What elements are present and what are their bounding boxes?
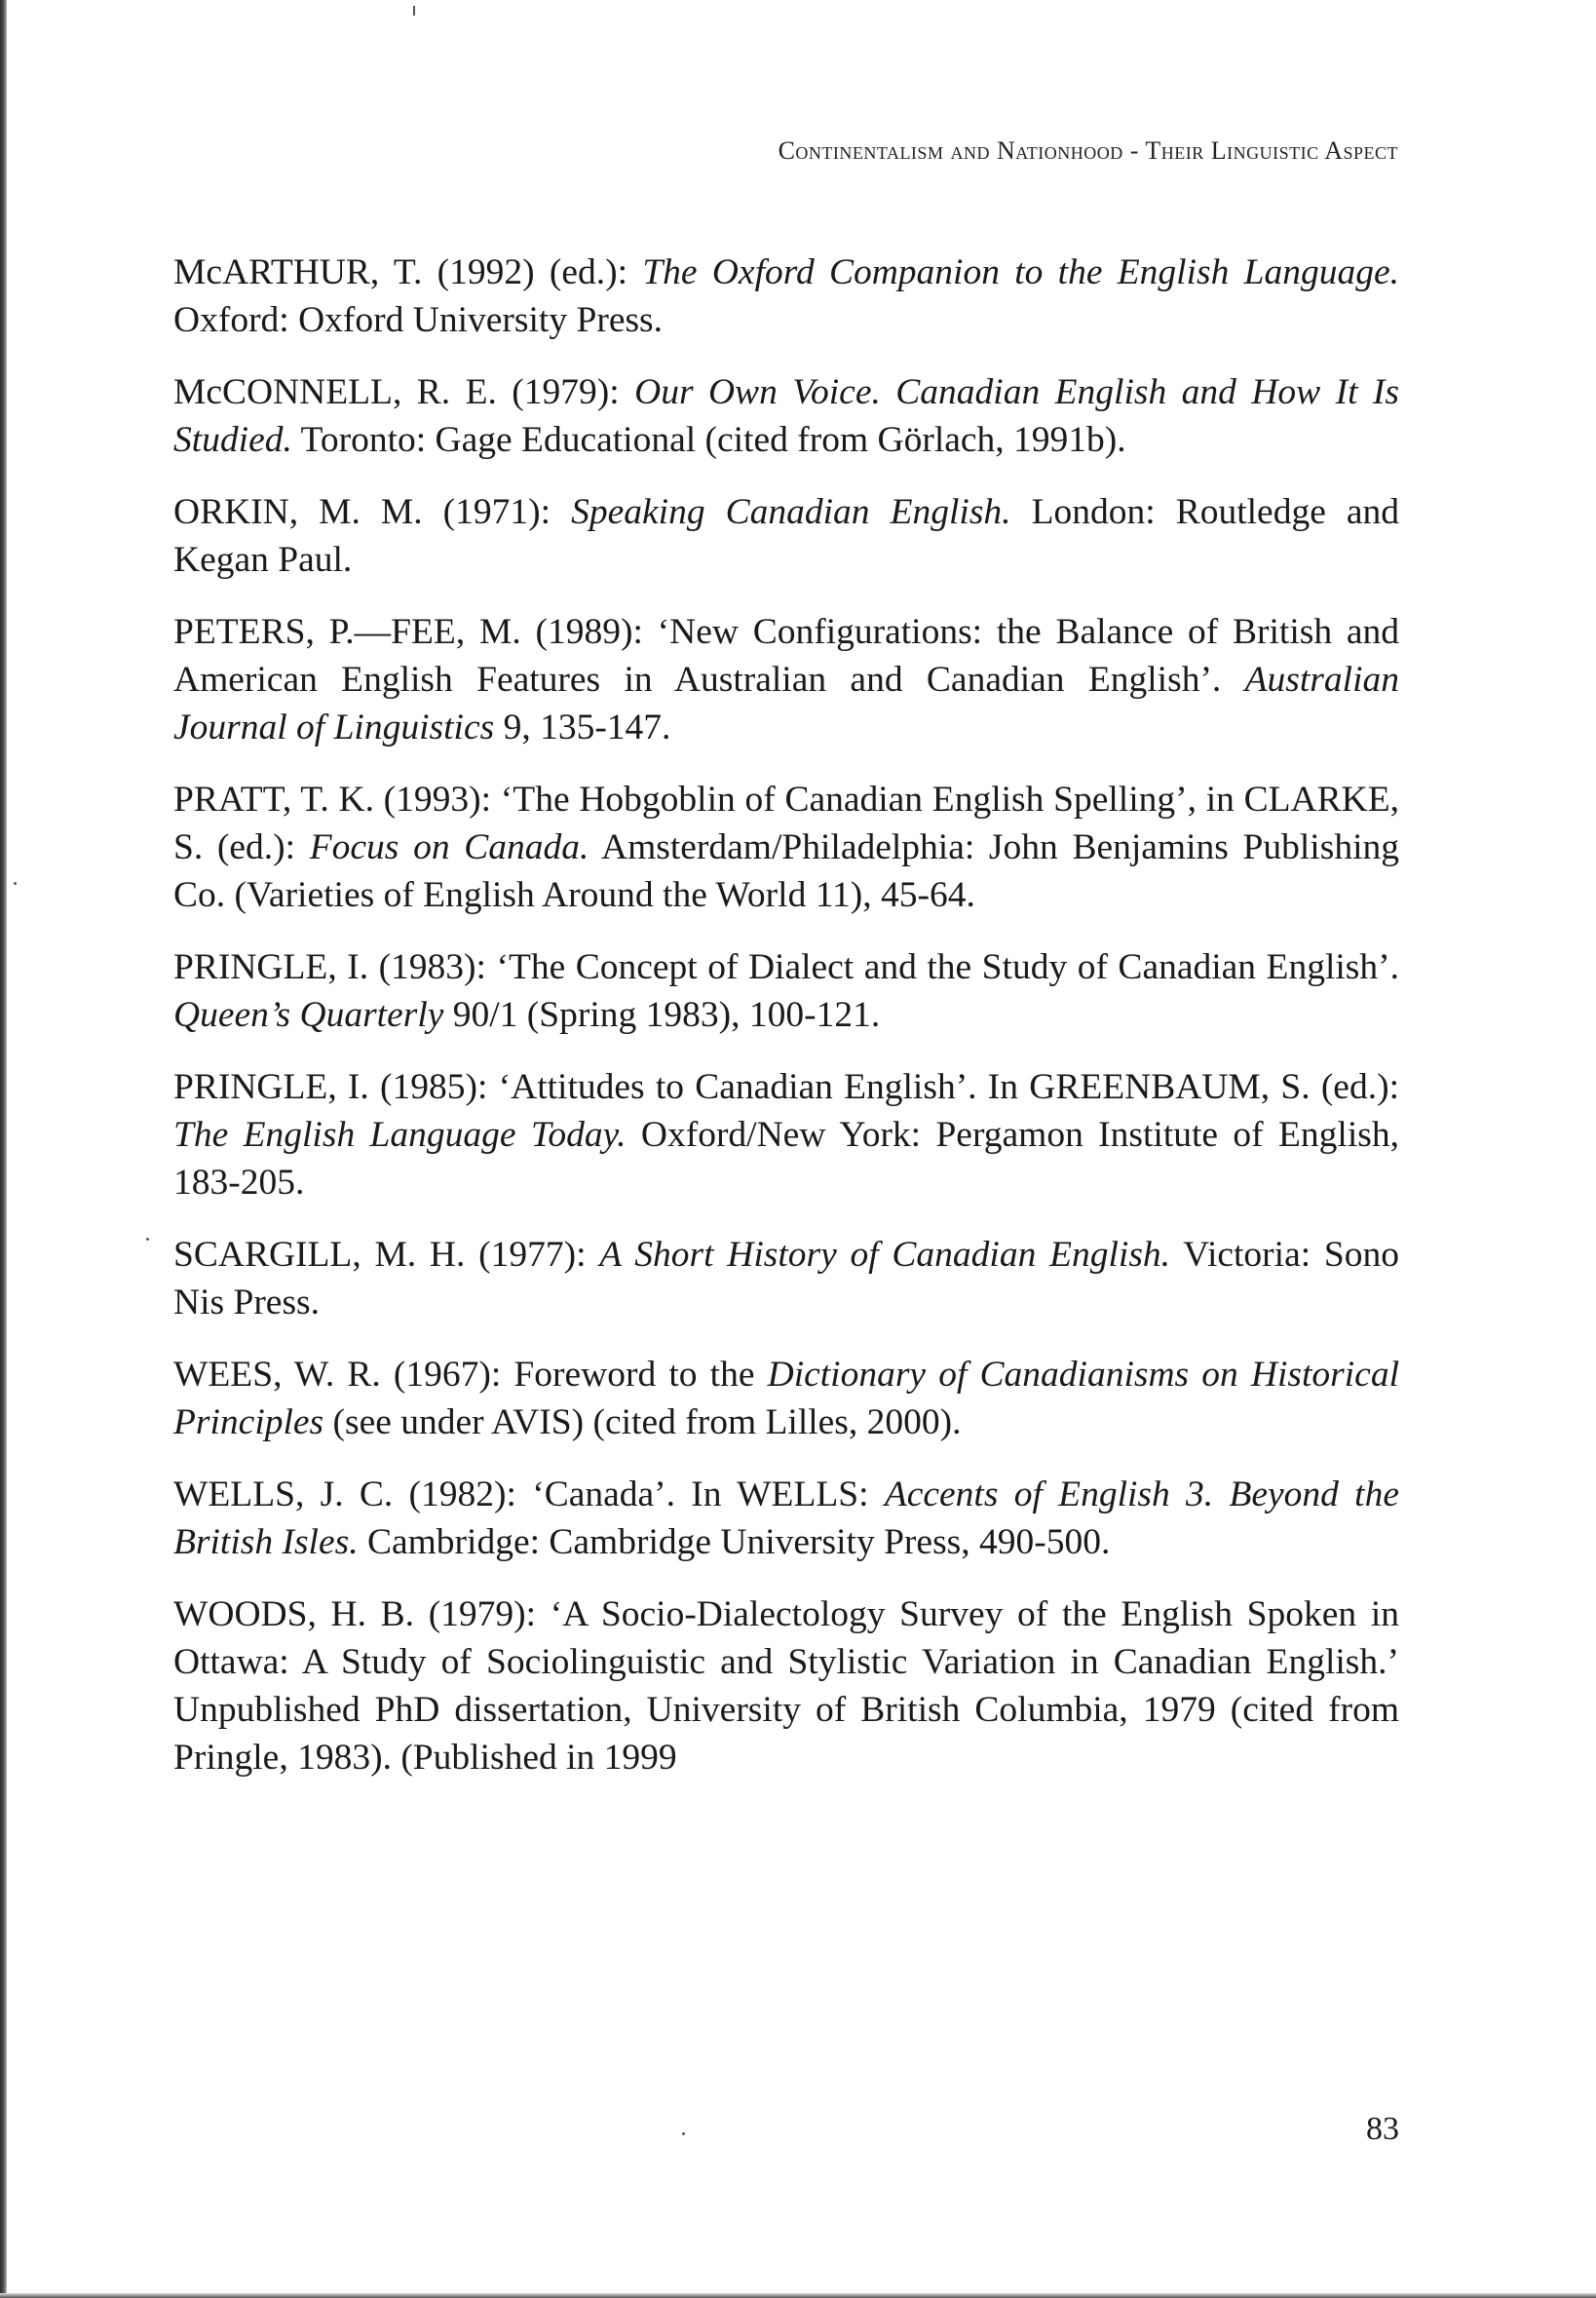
reference-entry xyxy=(173,943,1399,1039)
reference-entry xyxy=(173,488,1399,584)
scan-edge-left xyxy=(0,0,7,2298)
reference-title: Queen’s Quarterly xyxy=(173,995,444,1035)
reference-entry xyxy=(173,1471,1399,1566)
reference-text: SCARGILL, M. H. (1977): xyxy=(173,1235,600,1275)
reference-entry xyxy=(173,1231,1399,1326)
reference-list xyxy=(173,249,1399,1806)
reference-title: The Oxford Companion to the English Language. xyxy=(642,252,1399,292)
reference-text: 9, 135-147. xyxy=(494,708,671,747)
reference-text: PRINGLE, I. (1985): ‘Attitudes to Canadian English’. In GREENBAUM, S. (ed.): xyxy=(173,1067,1399,1107)
reference-text: McCONNELL, R. E. (1979): xyxy=(173,372,635,412)
reference-text: (see under AVIS) (cited from Lilles, 2000). xyxy=(323,1402,962,1442)
reference-title: The English Language Today. xyxy=(173,1115,627,1155)
reference-text: WEES, W. R. (1967): Foreword to the xyxy=(173,1355,768,1395)
reference-title: Focus on Canada. xyxy=(309,827,589,867)
reference-text: Amsterdam/Philadelphia: John Benjamins Publishing Co. (Varieties of English Around the World 11), 45-64. xyxy=(173,827,1399,915)
scan-edge-bottom xyxy=(0,2293,1596,2298)
reference-title: A Short History of Canadian English. xyxy=(599,1235,1171,1275)
reference-entry xyxy=(173,776,1399,919)
reference-text: 90/1 (Spring 1983), 100-121. xyxy=(443,995,881,1035)
page-number: 83 xyxy=(1366,2111,1399,2147)
reference-title: Accents of English 3. Beyond the British Isles. xyxy=(173,1475,1399,1562)
reference-text: WELLS, J. C. (1982): ‘Canada’. In WELLS: xyxy=(173,1475,885,1514)
reference-entry xyxy=(173,608,1399,751)
reference-text: PRATT, T. K. (1993): ‘The Hobgoblin of Canadian English Spelling’, in CLARKE, S. (ed.): xyxy=(173,780,1399,867)
reference-entry xyxy=(173,249,1399,344)
reference-text: Cambridge: Cambridge University Press, 490-500. xyxy=(358,1522,1111,1562)
reference-text: Oxford/New York: Pergamon Institute of English, 183-205. xyxy=(173,1115,1399,1203)
reference-title: Our Own Voice. Canadian English and How It Is Studied. xyxy=(173,372,1400,460)
reference-entry xyxy=(173,1063,1399,1206)
reference-title: Dictionary of Canadianisms on Historical Principles xyxy=(173,1355,1399,1442)
reference-text: PRINGLE, I. (1983): ‘The Concept of Dialect and the Study of Canadian English’. xyxy=(173,947,1399,987)
reference-text: McARTHUR, T. (1992) (ed.): xyxy=(173,252,643,292)
reference-text: WOODS, H. B. (1979): ‘A Socio-Dialectology Survey of the English Spoken in Ottawa: A Study of Sociolinguistic and Stylistic Variation in Canadian English.’ Unpublished PhD dissertation, University of British Columbia, 1979 (cited from Pringle, 1983). (Published in 1999 xyxy=(173,1594,1399,1778)
reference-text: London: Routledge and Kegan Paul. xyxy=(173,492,1400,580)
reference-text: Toronto: Gage Educational (cited from Görlach, 1991b). xyxy=(291,420,1126,460)
reference-text: Victoria: Sono Nis Press. xyxy=(173,1235,1399,1322)
reference-entry xyxy=(173,1590,1399,1781)
reference-title: Speaking Canadian English. xyxy=(571,492,1011,532)
reference-text: ORKIN, M. M. (1971): xyxy=(173,492,572,532)
scan-speck xyxy=(146,1238,149,1241)
reference-title: Australian Journal of Linguistics xyxy=(173,660,1399,747)
reference-entry xyxy=(173,368,1399,464)
reference-entry xyxy=(173,1351,1399,1446)
reference-text: Oxford: Oxford University Press. xyxy=(173,300,664,340)
scan-speck xyxy=(682,2132,685,2135)
reference-text: PETERS, P.—FEE, M. (1989): ‘New Configurations: the Balance of British and American English Features in Australian and Canadian English’. xyxy=(173,612,1399,700)
scan-speck xyxy=(413,6,415,16)
running-head: Continentalism and Nationhood - Their Linguistic Aspect xyxy=(778,136,1398,165)
scan-speck xyxy=(14,882,17,885)
